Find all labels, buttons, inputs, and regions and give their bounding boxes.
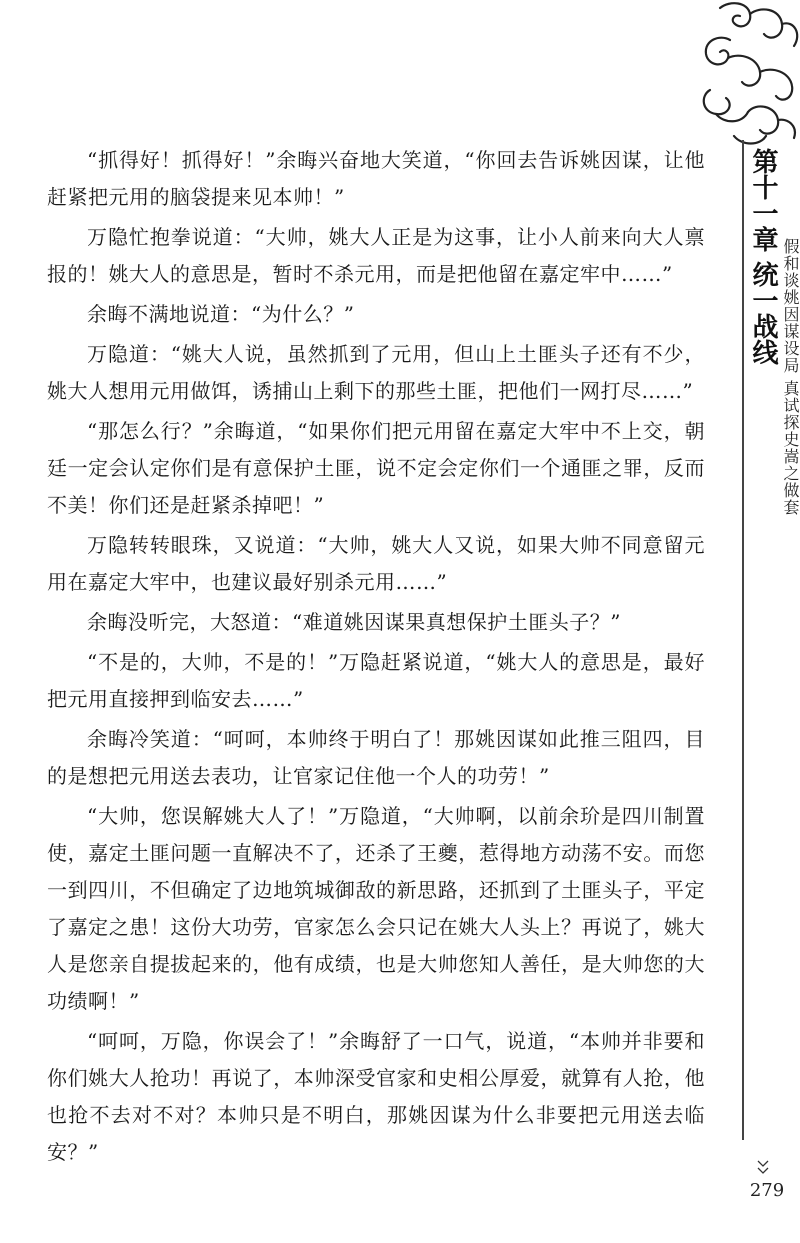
chevron-down-icon (756, 1158, 770, 1178)
paragraph: 万隐转转眼珠，又说道：“大帅，姚大人又说，如果大帅不同意留元用在嘉定大牢中，也建议最好别杀元用……” (47, 533, 705, 594)
side-divider (742, 140, 744, 1140)
page-number: 279 (749, 1180, 785, 1201)
paragraph: “那怎么行？”余晦道，“如果你们把元用留在嘉定大牢中不上交，朝廷一定会认定你们是有意保护土匪，说不定会定你们一个通匪之罪，反而不美！你们还是赶紧杀掉吧！” (47, 419, 705, 517)
chapter-subtitle-text: 假和谈姚因谋设局 真试探史嵩之做套 (781, 238, 800, 517)
paragraph: “大帅，您误解姚大人了！”万隐道，“大帅啊，以前余玠是四川制置使，嘉定土匪问题一直解决不了，还杀了王夔，惹得地方动荡不安。而您一到四川，不但确定了边地筑城御敌的新思路，还抓到了土匪头子，平定了嘉定之患！这份大功劳，官家怎么会只记在姚大人头上？再说了，姚大人是您亲自提拔起来的，他有成绩，也是大帅您知人善任，是大帅您的大功绩啊！” (47, 804, 705, 1013)
paragraph: “不是的，大帅，不是的！”万隐赶紧说道，“姚大人的意思是，最好把元用直接押到临安去……” (47, 650, 705, 711)
chapter-subtitle (778, 238, 800, 516)
paragraph: 余晦不满地说道：“为什么？” (87, 302, 355, 326)
paragraph: 余晦没听完，大怒道：“难道姚因谋果真想保护土匪头子？” (87, 610, 621, 634)
paragraph: 万隐道：“姚大人说，虽然抓到了元用，但山上土匪头子还有不少，姚大人想用元用做饵，诱捕山上剩下的那些土匪，把他们一网打尽……” (47, 342, 705, 403)
cloud-ornament-icon (690, 0, 800, 160)
paragraph: 万隐忙抱拳说道：“大帅，姚大人正是为这事，让小人前来向大人禀报的！姚大人的意思是，暂时不杀元用，而是把他留在嘉定牢中……” (47, 225, 705, 286)
chapter-title: 第十一章 统一战线 (748, 148, 778, 366)
body-text (47, 142, 705, 1174)
paragraph: 余晦冷笑道：“呵呵，本帅终于明白了！那姚因谋如此推三阻四，目的是想把元用送去表功，让官家记住他一个人的功劳！” (47, 727, 705, 788)
paragraph: “呵呵，万隐，你误会了！”余晦舒了一口气，说道，“本帅并非要和你们姚大人抢功！再说了，本帅深受官家和史相公厚爱，就算有人抢，他也抢不去对不对？本帅只是不明白，那姚因谋为什么非要把元用送去临安？” (47, 1029, 705, 1164)
paragraph: “抓得好！抓得好！”余晦兴奋地大笑道，“你回去告诉姚因谋，让他赶紧把元用的脑袋提来见本帅！” (47, 148, 705, 209)
